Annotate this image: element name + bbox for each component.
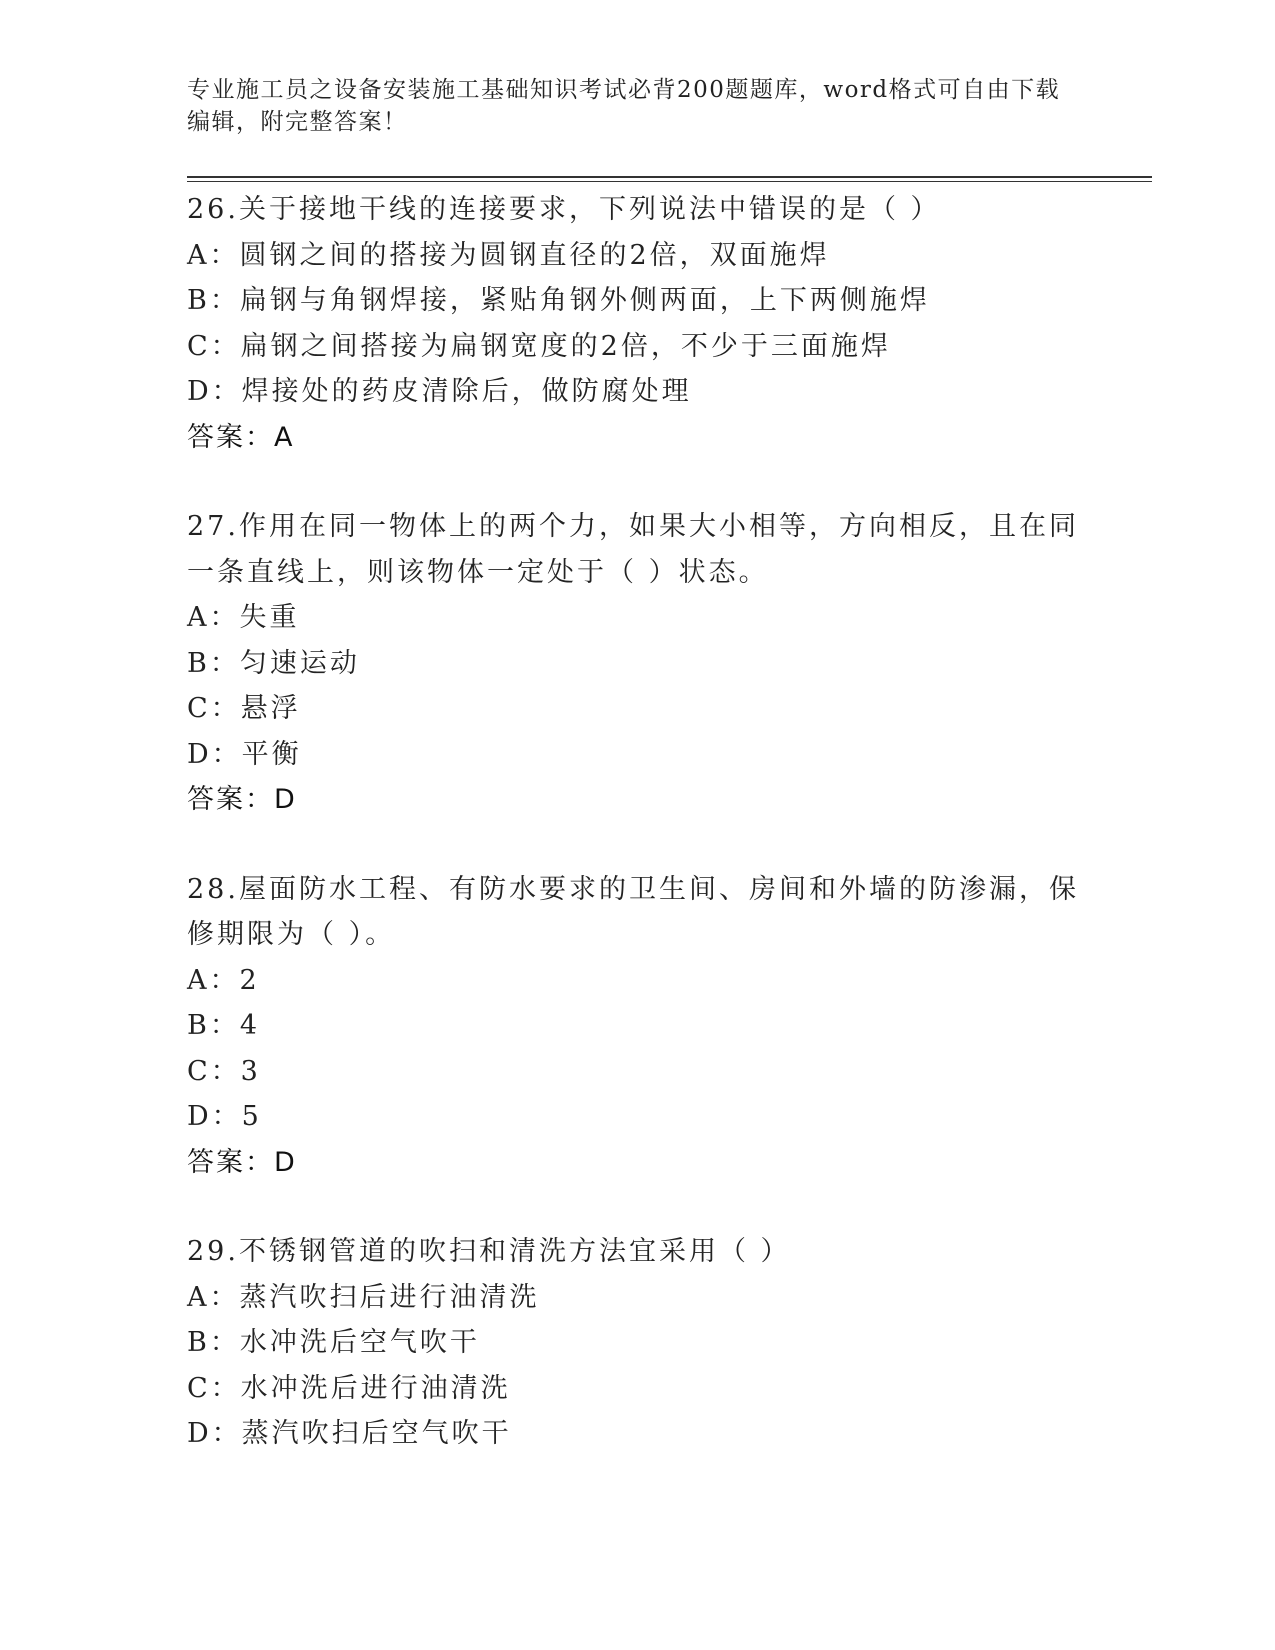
option-d bbox=[187, 369, 1087, 415]
option-text: 扁钢与角钢焊接，紧贴角钢外侧两面，上下两侧施焊 bbox=[239, 285, 930, 316]
option-text: 蒸汽吹扫后空气吹干 bbox=[241, 1418, 512, 1449]
option-text: 失重 bbox=[239, 602, 300, 633]
option-c bbox=[187, 686, 1087, 732]
header-divider-thick bbox=[187, 176, 1152, 178]
option-letter: D： bbox=[187, 376, 242, 407]
option-text: 悬浮 bbox=[240, 693, 301, 724]
option-text: 4 bbox=[239, 1010, 261, 1041]
option-letter: D： bbox=[187, 1418, 242, 1449]
answer-value: D bbox=[274, 784, 297, 815]
question-27 bbox=[187, 504, 1087, 823]
option-text: 水冲洗后空气吹干 bbox=[239, 1327, 480, 1358]
option-letter: C： bbox=[187, 1055, 241, 1087]
option-letter: B： bbox=[187, 1010, 240, 1041]
option-text: 匀速运动 bbox=[239, 647, 360, 679]
option-b bbox=[187, 1320, 1087, 1366]
question-28 bbox=[187, 867, 1087, 1186]
answer-line bbox=[187, 777, 1087, 823]
answer-value: D bbox=[274, 1146, 297, 1178]
option-letter: B： bbox=[187, 647, 240, 679]
answer-label: 答案： bbox=[187, 784, 274, 815]
option-letter: C： bbox=[187, 693, 241, 724]
option-a bbox=[187, 1275, 1087, 1321]
question-26 bbox=[187, 187, 1087, 460]
option-c bbox=[187, 1049, 1087, 1095]
option-letter: B： bbox=[187, 285, 240, 316]
option-text: 水冲洗后进行油清洗 bbox=[240, 1372, 511, 1404]
question-stem: 28.屋面防水工程、有防水要求的卫生间、房间和外墙的防渗漏，保修期限为（ ）。 bbox=[187, 873, 1079, 950]
option-a bbox=[187, 595, 1087, 641]
option-letter: D： bbox=[187, 738, 242, 770]
option-a bbox=[187, 233, 1087, 279]
option-text: 平衡 bbox=[241, 738, 302, 770]
option-a bbox=[187, 958, 1087, 1004]
option-text: 扁钢之间搭接为扁钢宽度的2倍，不少于三面施焊 bbox=[240, 330, 891, 362]
question-list bbox=[187, 187, 1087, 1501]
option-c bbox=[187, 324, 1087, 370]
option-d bbox=[187, 1094, 1087, 1140]
option-b bbox=[187, 641, 1087, 687]
option-text: 焊接处的药皮清除后，做防腐处理 bbox=[241, 376, 692, 407]
answer-line bbox=[187, 415, 1087, 461]
document-header: 专业施工员之设备安装施工基础知识考试必背200题题库，word格式可自由下载编辑，附完整答案！ bbox=[187, 77, 1061, 135]
header-divider-thin bbox=[187, 181, 1152, 182]
option-c bbox=[187, 1366, 1087, 1412]
option-letter: A： bbox=[187, 239, 240, 271]
question-29 bbox=[187, 1229, 1087, 1457]
answer-value: A bbox=[274, 421, 295, 453]
option-letter: C： bbox=[187, 330, 241, 362]
option-letter: A： bbox=[187, 602, 240, 633]
option-b bbox=[187, 1003, 1087, 1049]
question-stem: 27.作用在同一物体上的两个力，如果大小相等，方向相反，且在同一条直线上，则该物体一定处于（ ）状态。 bbox=[187, 511, 1079, 588]
option-letter: A： bbox=[187, 1281, 240, 1313]
option-text: 2 bbox=[239, 964, 260, 996]
answer-label: 答案： bbox=[187, 1146, 274, 1178]
option-letter: B： bbox=[187, 1327, 240, 1358]
option-d bbox=[187, 1411, 1087, 1457]
option-text: 圆钢之间的搭接为圆钢直径的2倍，双面施焊 bbox=[239, 239, 830, 271]
question-stem: 29.不锈钢管道的吹扫和清洗方法宜采用（ ） bbox=[187, 1236, 791, 1267]
question-stem: 26.关于接地干线的连接要求，下列说法中错误的是（ ） bbox=[187, 194, 941, 225]
option-text: 5 bbox=[241, 1101, 262, 1132]
option-letter: C： bbox=[187, 1372, 241, 1404]
option-letter: A： bbox=[187, 964, 240, 996]
answer-line bbox=[187, 1140, 1087, 1186]
option-text: 蒸汽吹扫后进行油清洗 bbox=[239, 1281, 540, 1313]
option-text: 3 bbox=[240, 1055, 261, 1087]
answer-label: 答案： bbox=[187, 421, 274, 453]
option-d bbox=[187, 732, 1087, 778]
option-letter: D： bbox=[187, 1101, 242, 1132]
option-b bbox=[187, 278, 1087, 324]
